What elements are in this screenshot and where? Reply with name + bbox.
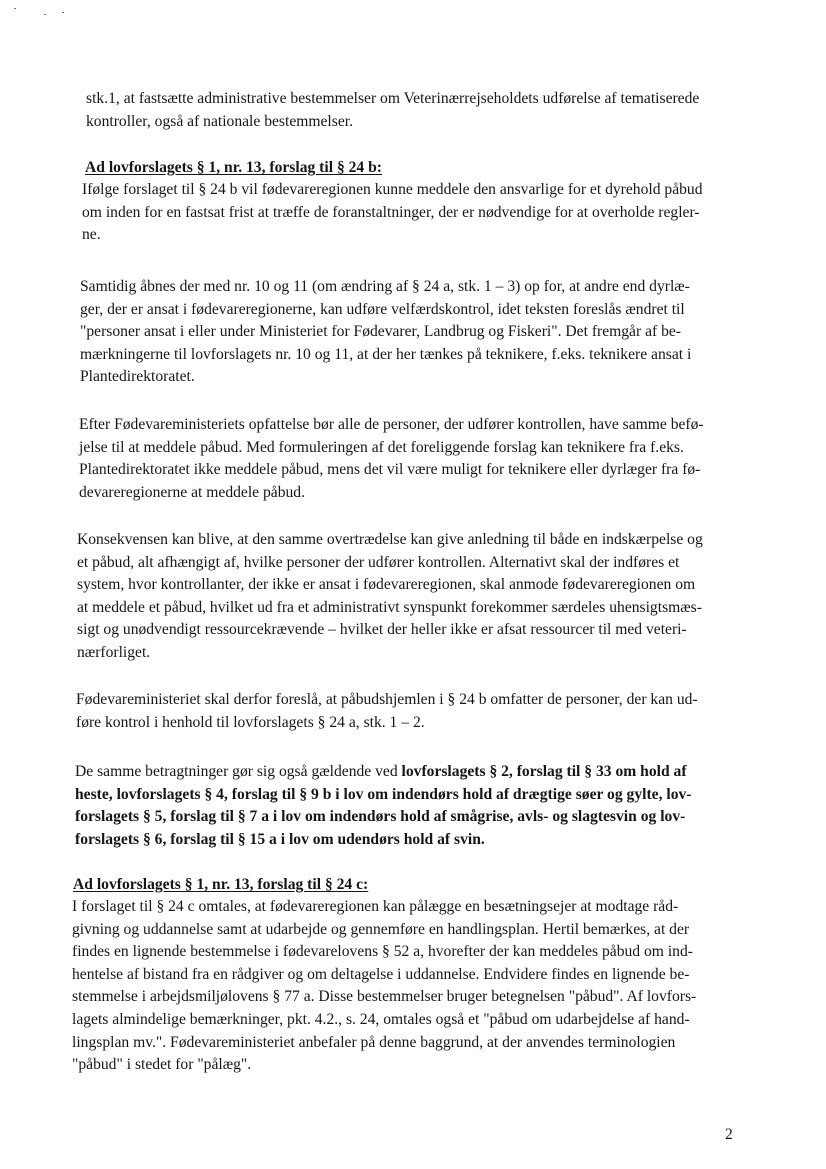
- text-line: føre kontrol i henhold til lovforslagets § 24 a, stk. 1 – 2.: [76, 713, 425, 731]
- text-line: system, hvor kontrollanter, der ikke er ansat i fødevareregionen, skal anmode fødevareregionen om: [77, 576, 696, 594]
- text-line: "personer ansat i eller under Ministeriet for Fødevarer, Landbrug og Fiskeri". Det fremgår af be-: [80, 323, 681, 341]
- paragraph-ministry-opinion: [79, 414, 704, 504]
- text-line: I forslaget til § 24 c omtales, at fødevareregionen kan pålægge en besætningsejer at modtage råd-: [72, 898, 679, 915]
- text-line: om inden for en fastsat frist at træffe de foranstaltninger, der er nødvendige for at overholde regler-: [82, 203, 700, 221]
- page-number: 2: [725, 1126, 733, 1143]
- text-line: jelse til at meddele påbud. Med formuleringen af det foreliggende forslag kan teknikere fra f.eks.: [79, 438, 684, 456]
- text-line: stk.1, at fastsætte administrative bestemmelser om Veterinærrejseholdets udførelse af tematiserede: [86, 90, 700, 107]
- paragraph-persons: [80, 276, 691, 389]
- bold-text-line: heste, lovforslagets § 4, forslag til § 9 b i lov om indendørs hold af drægtige søer og gylte, lov-: [75, 785, 692, 803]
- text-line: et påbud, alt afhængigt af, hvilke personer der udfører kontrollen. Alternativt skal der indføres et: [77, 553, 680, 571]
- text-line: Konsekvensen kan blive, at den samme overtrædelse kan give anledning til både en indskærpelse og: [77, 531, 703, 548]
- paragraph-same-considerations: [75, 761, 692, 851]
- text-line: Samtidig åbnes der med nr. 10 og 11 (om ændring af § 24 a, stk. 1 – 3) op for, at andre end dyrlæ-: [80, 278, 690, 295]
- text-line: lingsplan mv.". Fødevareministeriet anbefaler på denne baggrund, at der anvendes terminologien: [72, 1033, 676, 1051]
- scan-speck: [62, 12, 64, 13]
- paragraph-proposal: [76, 689, 698, 734]
- text-line: lagets almindelige bemærkninger, pkt. 4.2., s. 24, omtales også et "påbud om udarbejdelse af hand-: [72, 1010, 690, 1028]
- bold-text-line: forslagets § 6, forslag til § 15 a i lov om udendørs hold af svin.: [75, 830, 485, 848]
- text-line: [75, 761, 692, 784]
- scan-speck: [14, 8, 16, 9]
- text-line: mærkningerne til lovforslagets nr. 10 og 11, at der her tænkes på teknikere, f.eks. teknikere ansat i: [80, 345, 692, 363]
- text-line: Plantedirektoratet ikke meddele påbud, mens det vil være muligt for teknikere eller dyrlæger fra fø-: [79, 461, 701, 479]
- text-line: at meddele et påbud, hvilket ud fra et administrativt synspunkt forekommer særdeles uhensigtsmæs-: [77, 598, 702, 616]
- text-line: nærforliget.: [77, 643, 151, 661]
- scan-speck: [44, 14, 46, 15]
- text-line: devareregionerne at meddele påbud.: [79, 483, 305, 501]
- text-line: sigt og unødvendigt ressourcekrævende – hvilket der heller ikke er afsat ressourcer til med veteri-: [77, 621, 687, 639]
- paragraph-consequence: [77, 529, 703, 665]
- text-line: "påbud" i stedet for "pålæg".: [72, 1056, 252, 1074]
- text-line: givning og uddannelse samt at udarbejde og gennemføre en handlingsplan. Hertil bemærkes, at der: [72, 920, 690, 938]
- section-heading-24b: Ad lovforslagets § 1, nr. 13, forslag til § 24 b:: [85, 159, 382, 176]
- bold-text-run: lovforslagets § 2, forslag til § 33 om hold af: [401, 763, 687, 780]
- text-line: stemmelse i arbejdsmiljølovens § 77 a. Disse bestemmelser bruger betegnelsen "påbud". Af lovfors-: [72, 988, 697, 1006]
- text-line: Fødevareministeriet skal derfor foreslå, at påbudshjemlen i § 24 b omfatter de personer, der kan ud-: [76, 691, 698, 708]
- bold-text-line: forslagets § 5, forslag til § 7 a i lov om indendørs hold af smågrise, avls- og slagtesvin og lov-: [75, 808, 686, 826]
- text-line: hentelse af bistand fra en rådgiver og om deltagelse i uddannelse. Endvidere findes en lignende be-: [72, 965, 690, 983]
- text-line: ne.: [82, 226, 101, 244]
- text-line: ger, der er ansat i fødevareregionerne, kan udføre velfærdskontrol, idet teksten foreslås ændret til: [80, 300, 685, 318]
- text-line: Ifølge forslaget til § 24 b vil fødevareregionen kunne meddele den ansvarlige for et dyrehold påbud: [82, 181, 703, 198]
- paragraph-24c: [72, 896, 696, 1077]
- text-line: Plantedirektoratet.: [80, 368, 195, 386]
- paragraph-24b: [82, 179, 703, 247]
- paragraph-intro: [86, 88, 699, 133]
- text-line: kontroller, også af nationale bestemmelser.: [86, 112, 353, 130]
- text-run: De samme betragtninger gør sig også gældende ved: [75, 763, 402, 780]
- section-heading-24c: Ad lovforslagets § 1, nr. 13, forslag til § 24 c:: [73, 876, 369, 893]
- text-line: Efter Fødevareministeriets opfattelse bør alle de personer, der udfører kontrollen, have samme befø-: [79, 416, 704, 433]
- text-line: findes en lignende bestemmelse i fødevarelovens § 52 a, hvorefter der kan meddeles påbud om ind-: [72, 943, 693, 961]
